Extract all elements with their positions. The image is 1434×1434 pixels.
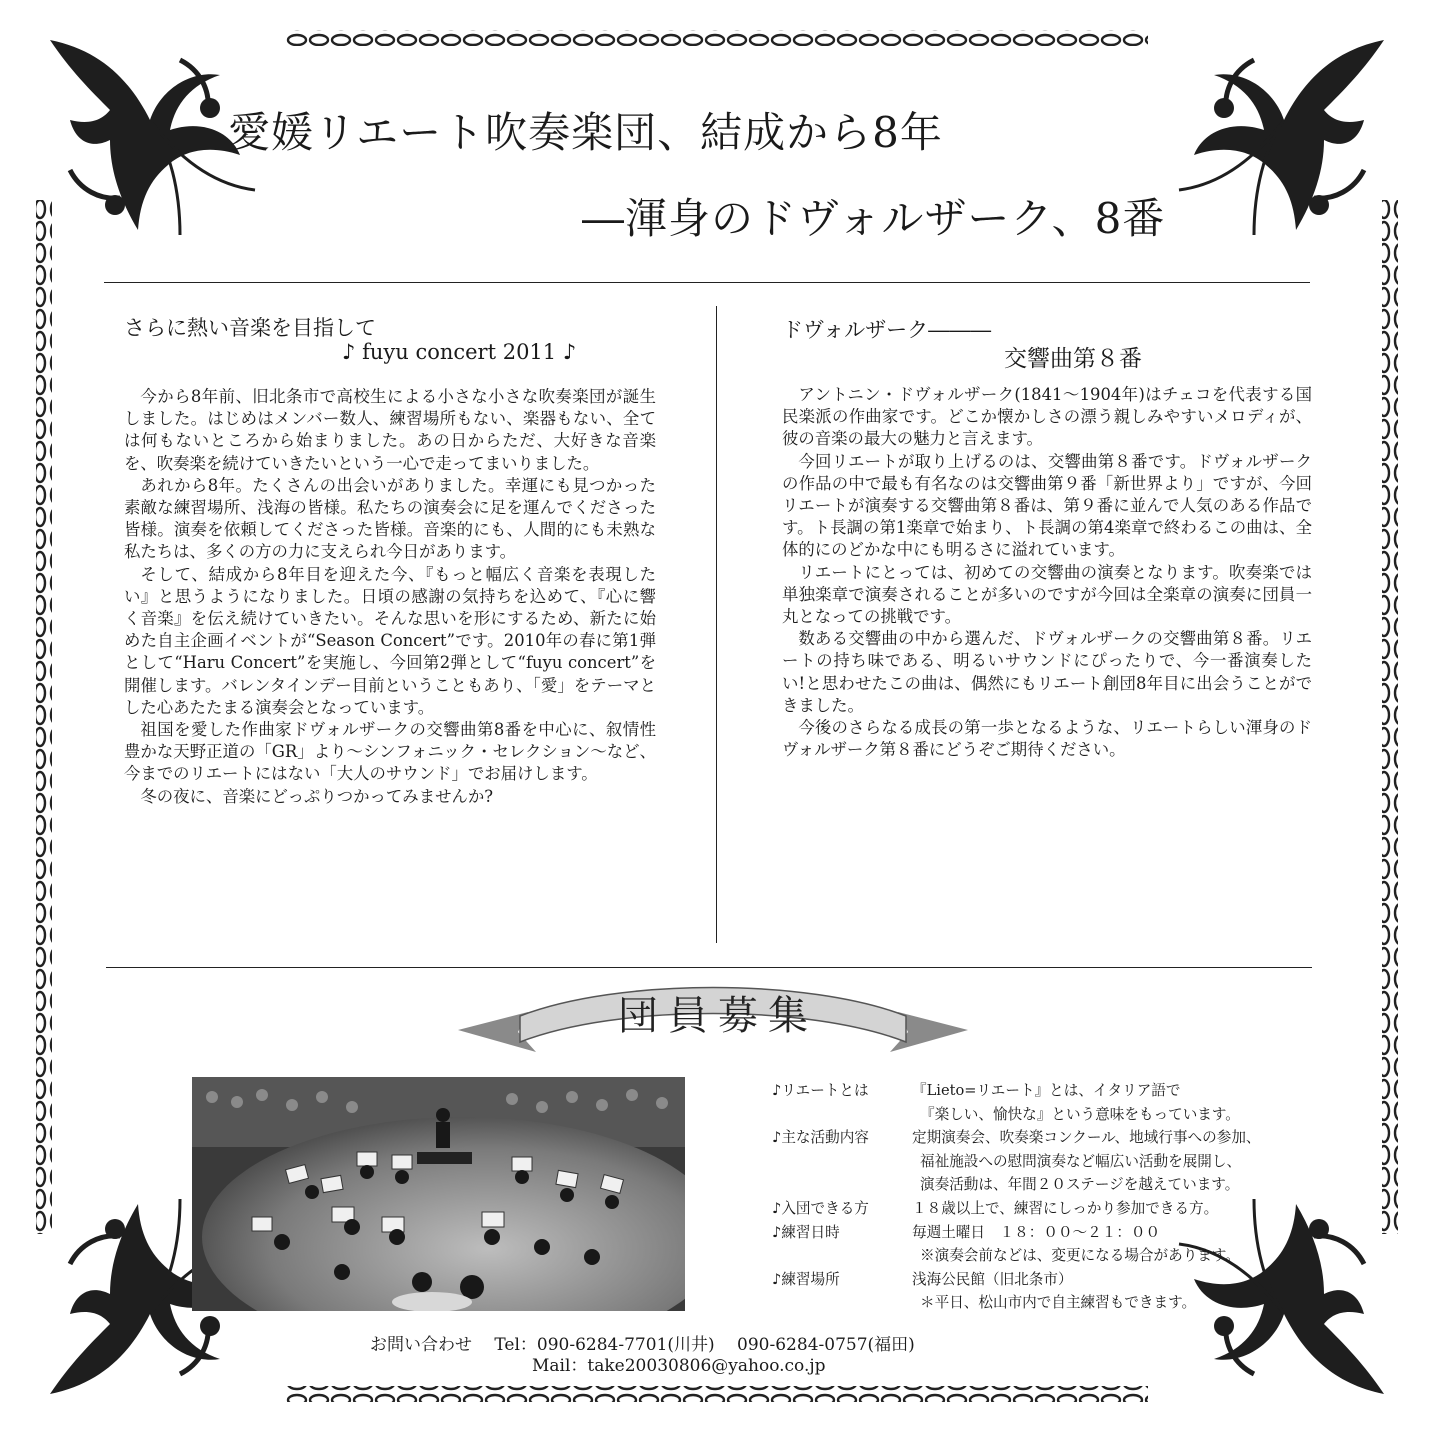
info-key: ♪主な活動内容 xyxy=(772,1129,869,1147)
left-paragraph: そして、結成から8年目を迎えた今、『もっと幅広く音楽を表現したい』と思うようになりました。日頃の感謝の気持ちを込めて、『心に響く音楽』を伝え続けていきたい。そんな思いを形にするため、新たに始めた自主企画イベントが“Season Concert”です。2010年の春に第1弾として“Haru Concert”を実施し、今回第2弾として“fuyu concert”を開催します。バレンタインデー目前ということもあり、「愛」をテーマとした心あたたまる演奏会となっています。 xyxy=(124,564,656,717)
info-key: ♪入団できる方 xyxy=(772,1199,869,1217)
concert-photo xyxy=(192,1077,685,1311)
column-divider xyxy=(716,306,717,943)
recruit-info xyxy=(772,1079,1261,1315)
left-paragraph: 祖国を愛した作曲家ドヴォルザークの交響曲第8番を中心に、叙情性豊かな天野正道の「GR」より〜シンフォニック・セレクション〜など、今までのリエートにはない「大人のサウンド」でお届けします。 xyxy=(124,720,656,784)
info-value: ＊平日、松山市内で自主練習もできます。 xyxy=(920,1294,1197,1312)
contact-mail: Mail：take20030806@yahoo.co.jp xyxy=(532,1356,826,1376)
info-key: ♪練習日時 xyxy=(772,1223,840,1241)
info-value: 福祉施設への慰問演奏など幅広い活動を展開し、 xyxy=(920,1152,1242,1170)
left-paragraph: 今から8年前、旧北条市で高校生による小さな小さな吹奏楽団が誕生しました。はじめはメンバー数人、練習場所もない、楽器もない、全ては何もないところから始まりました。あの日からただ、大好きな音楽を、吹奏楽を続けていきたいという一心で走ってまいりました。 xyxy=(124,387,656,473)
page-subtitle: ―渾身のドヴォルザーク、8番 xyxy=(582,194,1166,243)
info-key: ♪リエートとは xyxy=(772,1082,869,1099)
left-paragraph: 冬の夜に、音楽にどっぷりつかってみませんか? xyxy=(140,786,494,806)
right-heading: ドヴォルザーク――― xyxy=(782,318,992,342)
info-value: 演奏活動は、年間２０ステージを越えています。 xyxy=(920,1176,1240,1194)
page-title: 愛媛リエート吹奏楽団、結成から8年 xyxy=(228,108,943,157)
info-value: 毎週土曜日 １８：００〜２１：００ xyxy=(912,1223,1161,1241)
left-paragraph: あれから8年。たくさんの出会いがありました。幸運にも見つかった素敵な練習場所、浅海の皆様。私たちの演奏会に足を運んでくださった皆様。演奏を依頼してくださった皆様。音楽的にも、人間的にも未熟な私たちは、多くの方の力に支えられ今日があります。 xyxy=(124,475,656,562)
contact-block xyxy=(370,1335,915,1377)
info-value: ※演奏会前などは、変更になる場合があります。 xyxy=(920,1247,1240,1265)
left-heading: さらに熱い音楽を目指して xyxy=(124,316,376,340)
info-key: ♪練習場所 xyxy=(772,1270,840,1288)
contact-phone: お問い合わせ Tel：090-6284-7701(川井) 090-6284-0757(福田) xyxy=(370,1335,915,1355)
bottom-divider xyxy=(106,967,1312,968)
right-paragraph: リエートにとっては、初めての交響曲の演奏となります。吹奏楽では単独楽章で演奏されることが多いのですが今回は全楽章の演奏に団員一丸となっての挑戦です。 xyxy=(782,562,1312,627)
right-paragraph: 数ある交響曲の中から選んだ、ドヴォルザークの交響曲第８番。リエートの持ち味である、明るいサウンドにぴったりで、今一番演奏したい!と思わせたこの曲は、偶然にもリエート創団8年目に出会うことができました。 xyxy=(782,629,1312,715)
right-subheading: 交響曲第８番 xyxy=(1004,346,1142,372)
right-article xyxy=(782,384,1312,761)
right-paragraph: 今後のさらなる成長の第一歩となるような、リエートらしい渾身のドヴォルザーク第８番にどうぞご期待ください。 xyxy=(782,718,1312,760)
top-divider xyxy=(104,282,1310,283)
info-value: 『Lieto=リエート』とは、イタリア語で xyxy=(912,1082,1181,1099)
left-subheading: ♪ fuyu concert 2011 ♪ xyxy=(342,340,577,364)
info-value: 浅海公民館（旧北条市） xyxy=(912,1270,1073,1288)
info-value: 『楽しい、愉快な』という意味をもっています。 xyxy=(920,1105,1240,1123)
right-paragraph: 今回リエートが取り上げるのは、交響曲第８番です。ドヴォルザークの作品の中で最も有名なのは交響曲第９番「新世界より」ですが、今回リエートが演奏する交響曲第８番は、第９番に並んで人気のある作品です。ト長調の第1楽章で始まり、ト長調の第4楽章で終わるこの曲は、全体的にのどかな中にも明るさに溢れています。 xyxy=(782,451,1312,560)
recruit-banner-title: 団員募集 xyxy=(618,993,818,1039)
info-value: 定期演奏会、吹奏楽コンクール、地域行事への参加、 xyxy=(912,1129,1261,1147)
right-paragraph: アントニン・ドヴォルザーク(1841〜1904年)はチェコを代表する国民楽派の作曲家です。どこか懐かしさの漂う親しみやすいメロディが、彼の音楽の最大の魅力と言えます。 xyxy=(782,385,1312,449)
left-article xyxy=(124,386,656,808)
info-value: １８歳以上で、練習にしっかり参加できる方。 xyxy=(912,1199,1219,1217)
